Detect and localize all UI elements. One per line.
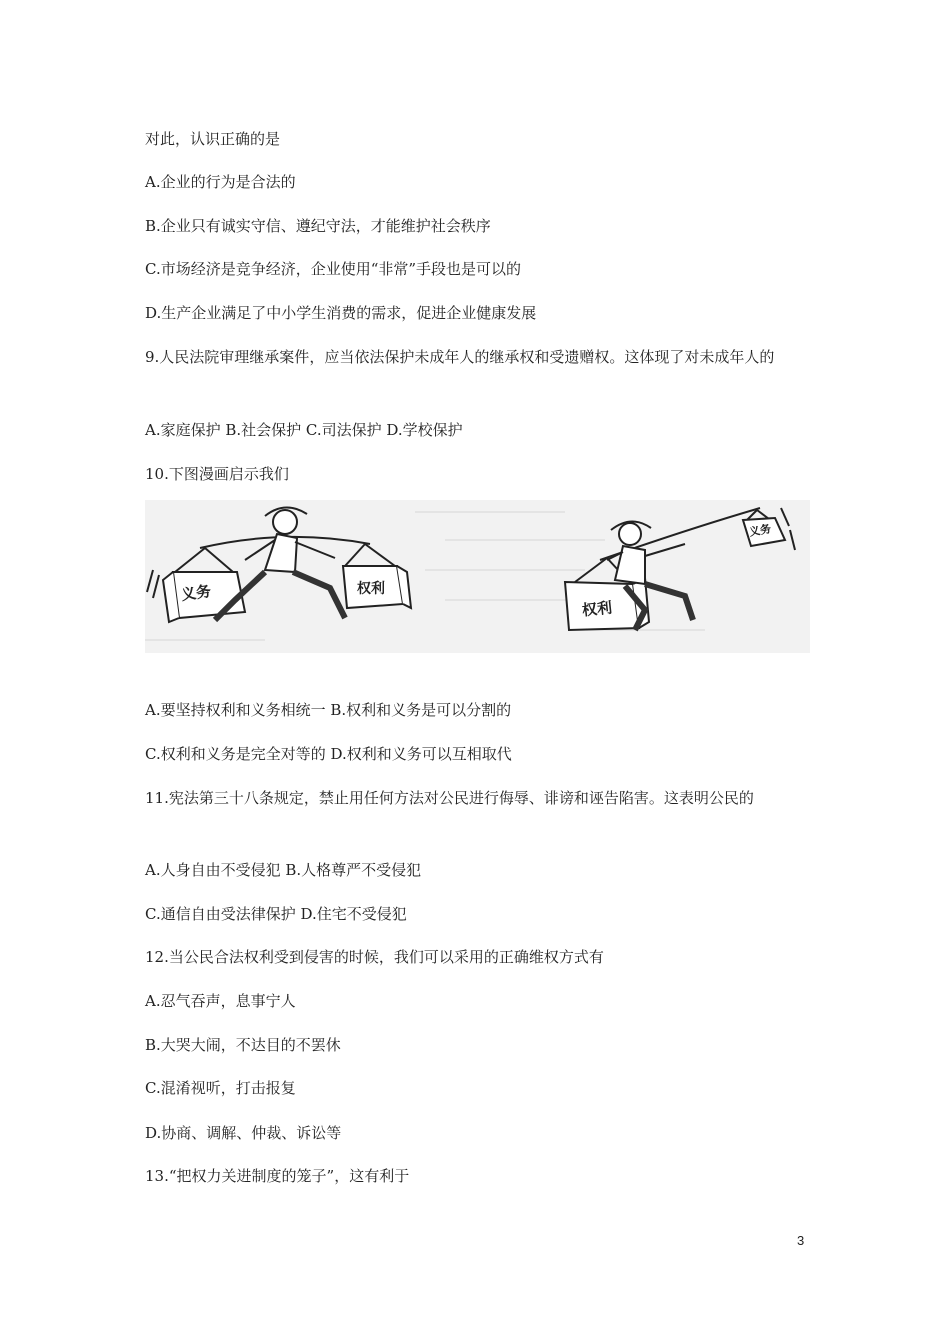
question-10-options-cd: C.权利和义务是完全对等的 D.权利和义务可以互相取代 [145, 745, 512, 763]
option-c: C.市场经济是竞争经济，企业使用“非常”手段也是可以的 [145, 260, 522, 278]
question-9-options: A.家庭保护 B.社会保护 C.司法保护 D.学校保护 [145, 421, 463, 439]
question-13: 13.“把权力关进制度的笼子”，这有利于 [145, 1167, 410, 1185]
question-12-option-c: C.混淆视听，打击报复 [145, 1079, 296, 1097]
rights-duties-cartoon [145, 500, 810, 653]
text-line: 对此，认识正确的是 [145, 130, 281, 148]
box-label-right-left: 权利 [357, 581, 385, 597]
box-label-right-heavy: 权利 [581, 598, 613, 620]
question-12-option-d: D.协商、调解、仲裁、诉讼等 [145, 1124, 342, 1142]
box-label-duty-light: 义务 [748, 522, 773, 539]
question-12: 12.当公民合法权利受到侵害的时候，我们可以采用的正确维权方式有 [145, 948, 604, 966]
question-11-options-ab: A.人身自由不受侵犯 B.人格尊严不受侵犯 [145, 861, 422, 879]
option-a: A.企业的行为是合法的 [145, 173, 296, 191]
question-11: 11.宪法第三十八条规定，禁止用任何方法对公民进行侮辱、诽谤和诬告陷害。这表明公民的 [145, 789, 754, 807]
question-12-option-a: A.忍气吞声，息事宁人 [145, 992, 296, 1010]
question-10-options-ab: A.要坚持权利和义务相统一 B.权利和义务是可以分割的 [145, 701, 512, 719]
option-b: B.企业只有诚实守信、遵纪守法，才能维护社会秩序 [145, 217, 491, 235]
question-10: 10.下图漫画启示我们 [145, 465, 289, 483]
option-d: D.生产企业满足了中小学生消费的需求，促进企业健康发展 [145, 304, 537, 322]
question-11-options-cd: C.通信自由受法律保护 D.住宅不受侵犯 [145, 905, 407, 923]
question-12-option-b: B.大哭大闹，不达目的不罢休 [145, 1036, 341, 1054]
box-label-duty-left: 义务 [179, 581, 213, 604]
page-number: 3 [797, 1233, 805, 1248]
question-9: 9.人民法院审理继承案件，应当依法保护未成年人的继承权和受遗赠权。这体现了对未成年人的 [145, 348, 775, 366]
